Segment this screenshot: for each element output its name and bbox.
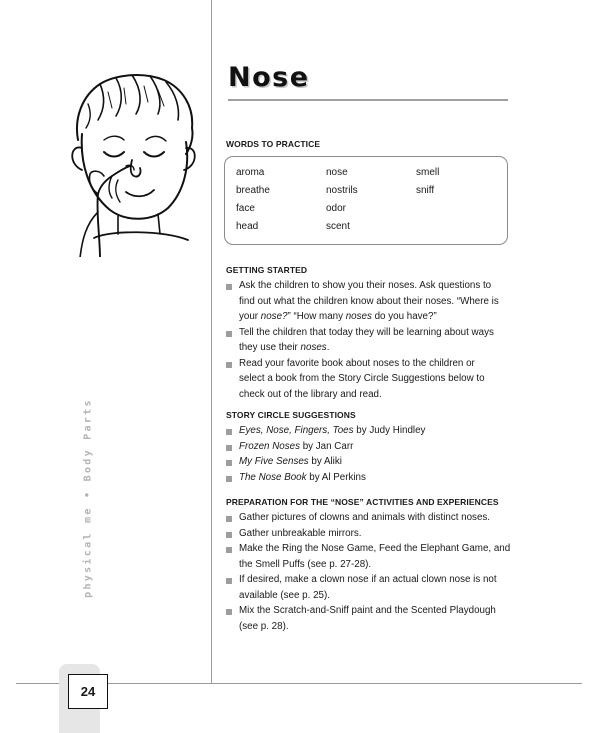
word: nose: [326, 167, 348, 178]
word: face: [236, 203, 255, 214]
title-rule: [228, 99, 508, 101]
word: aroma: [236, 167, 265, 178]
page-number: 24: [68, 674, 108, 709]
list-item: My Five Senses by Aliki: [226, 454, 516, 470]
column-divider: [211, 0, 212, 684]
getting-started-heading: GETTING STARTED: [226, 265, 308, 275]
list-item: Eyes, Nose, Fingers, Toes by Judy Hindley: [226, 423, 516, 439]
preparation-list: [226, 510, 516, 634]
list-item: Tell the children that today they will be learning about ways they use their noses.: [226, 325, 516, 356]
word: scent: [326, 221, 350, 232]
list-item: If desired, make a clown nose if an actual clown nose is not available (see p. 25).: [226, 572, 516, 603]
words-box: [224, 156, 508, 245]
getting-started-list: [226, 278, 516, 402]
list-item: Frozen Noses by Jan Carr: [226, 439, 516, 455]
list-item: The Nose Book by Al Perkins: [226, 470, 516, 486]
list-item: Gather pictures of clowns and animals with distinct noses.: [226, 510, 516, 526]
list-item: Make the Ring the Nose Game, Feed the Elephant Game, and the Smell Puffs (see p. 27-28).: [226, 541, 516, 572]
page-title: Nose: [228, 62, 310, 93]
list-item: Read your favorite book about noses to the children or select a book from the Story Circle Suggestions below to check out of the library and read.: [226, 356, 516, 403]
word: breathe: [236, 185, 270, 196]
word: smell: [416, 167, 440, 178]
side-label: physical me • Body Parts: [82, 398, 94, 598]
child-touching-nose-drawing: [60, 62, 210, 257]
word: nostrils: [326, 185, 358, 196]
preparation-heading: PREPARATION FOR THE “NOSE” ACTIVITIES AND EXPERIENCES: [226, 497, 499, 507]
story-circle-heading: STORY CIRCLE SUGGESTIONS: [226, 410, 356, 420]
word: sniff: [416, 185, 435, 196]
list-item: Ask the children to show you their noses. Ask questions to find out what the children know about their noses. “Where is your nose?” “How many noses do you have?”: [226, 278, 516, 325]
list-item: Mix the Scratch-and-Sniff paint and the Scented Playdough (see p. 28).: [226, 603, 516, 634]
word: odor: [326, 203, 347, 214]
words-heading: WORDS TO PRACTICE: [226, 139, 321, 149]
story-circle-list: [226, 423, 516, 485]
list-item: Gather unbreakable mirrors.: [226, 526, 516, 542]
word: head: [236, 221, 259, 232]
